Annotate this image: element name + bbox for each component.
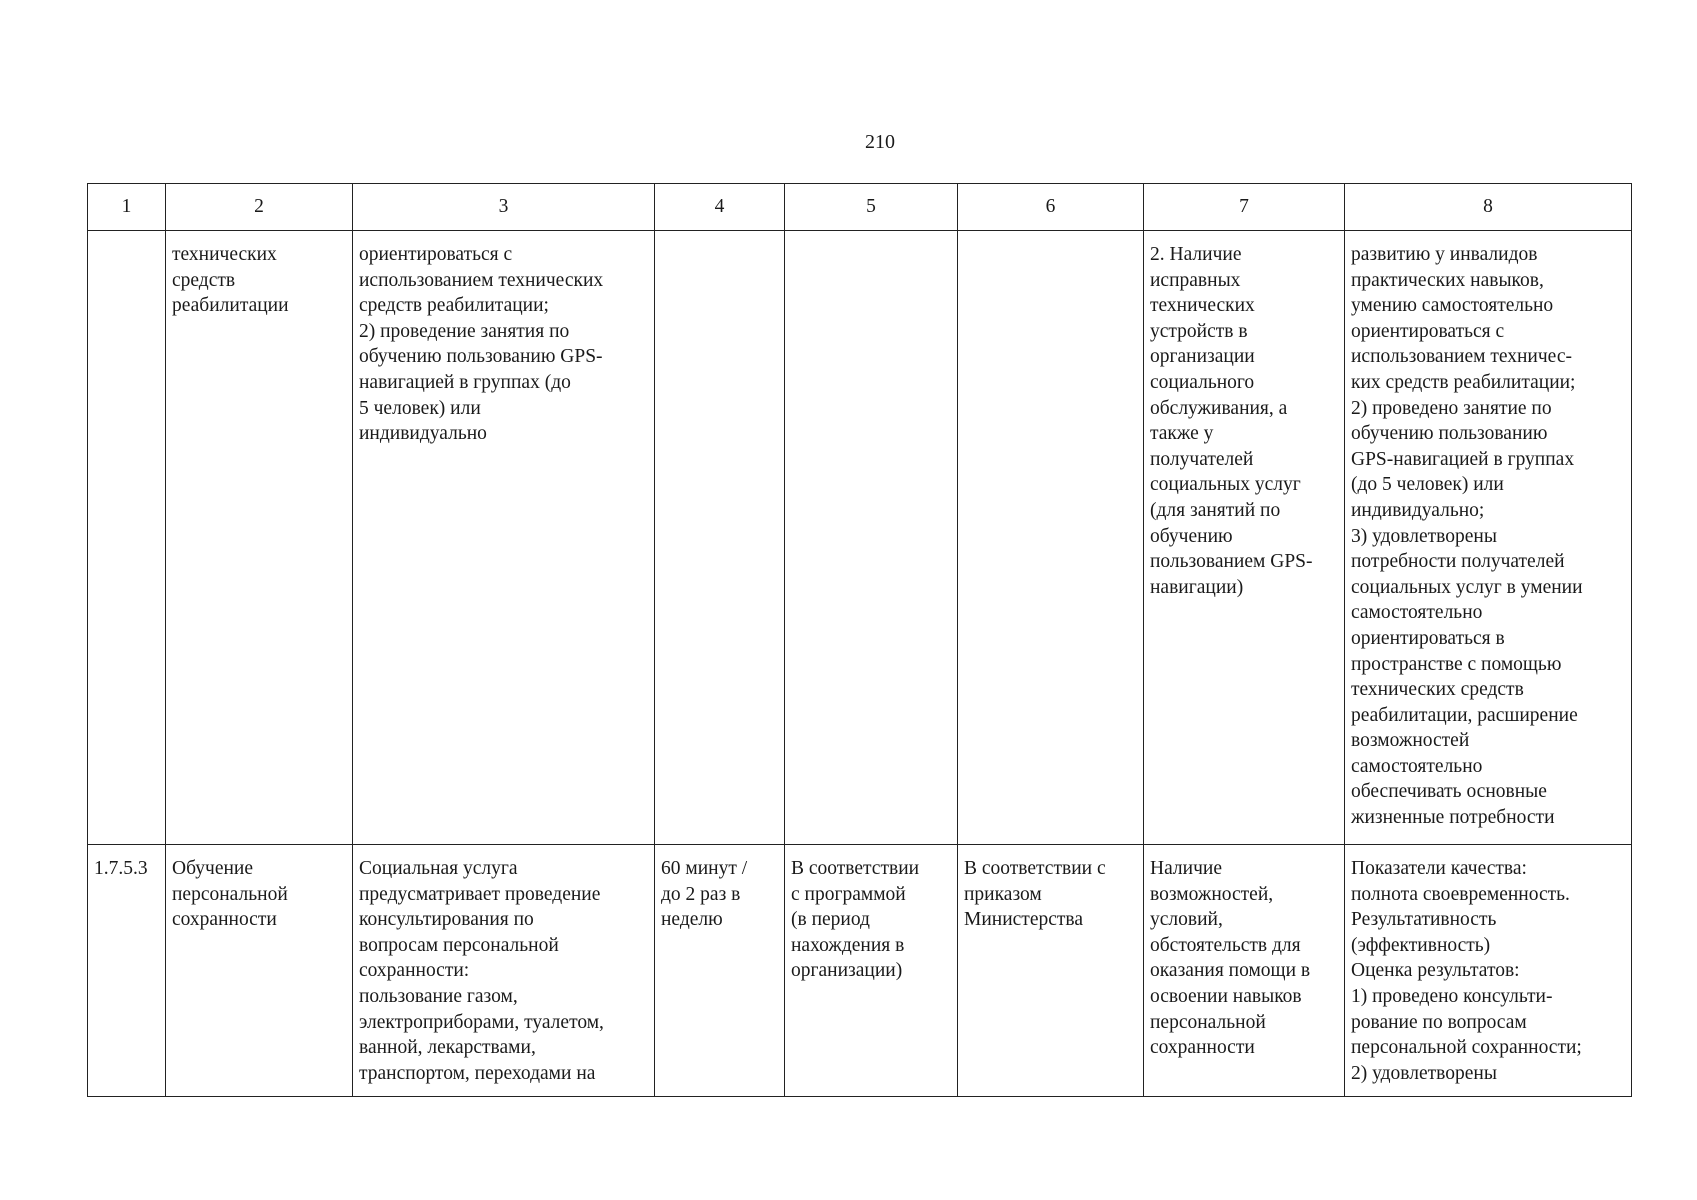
row-b-service-name-cell: Обучение персональной сохранности <box>166 845 353 1097</box>
row-b-cost-cell: В соответствии с приказом Министерства <box>958 845 1144 1097</box>
header-cell-1: 1 <box>88 184 166 231</box>
header-cell-7: 7 <box>1144 184 1345 231</box>
table-row <box>88 845 1632 1097</box>
row-b-number-cell: 1.7.5.3 <box>88 845 166 1097</box>
header-row <box>88 184 1632 231</box>
header-cell-8: 8 <box>1345 184 1632 231</box>
row-a-quality-cell: развитию у инвалидов практических навыков, умению самостоятельно ориентироваться с использованием техничес- ких средств реабилитации; 2) проведено занятие по обучению пользованию GPS-навигацией в группах (до 5 человек) или индивидуально; 3) удовлетворены потребности получателей социальных услуг в умении самостоятельно ориентироваться в пространстве с помощью технических средств реабилитации, расширение возможностей самостоятельно обеспечивать основные жизненные потребности <box>1345 231 1632 845</box>
services-table <box>87 183 1632 1097</box>
header-cell-6: 6 <box>958 184 1144 231</box>
row-a-cost-cell <box>958 231 1144 845</box>
header-cell-5: 5 <box>785 184 958 231</box>
row-a-duration-cell <box>655 231 785 845</box>
table-row <box>88 231 1632 845</box>
row-b-conditions-cell: Наличие возможностей, условий, обстоятельств для оказания помощи в освоении навыков персональной сохранности <box>1144 845 1345 1097</box>
row-b-terms-cell: В соответствии с программой (в период нахождения в организации) <box>785 845 958 1097</box>
row-a-terms-cell <box>785 231 958 845</box>
page-number: 210 <box>865 131 895 153</box>
header-cell-3: 3 <box>353 184 655 231</box>
row-a-conditions-cell: 2. Наличие исправных технических устройств в организации социального обслуживания, а также у получателей социальных услуг (для занятий по обучению пользованием GPS- навигации) <box>1144 231 1345 845</box>
row-a-number-cell <box>88 231 166 845</box>
row-b-quality-cell: Показатели качества: полнота своевременность. Результативность (эффективность) Оценка результатов: 1) проведено консульти- рование по вопросам персональной сохранности; 2) удовлетворены <box>1345 845 1632 1097</box>
row-a-description-cell: ориентироваться с использованием технических средств реабилитации; 2) проведение занятия по обучению пользованию GPS- навигацией в группах (до 5 человек) или индивидуально <box>353 231 655 845</box>
row-b-description-cell: Социальная услуга предусматривает проведение консультирования по вопросам персональной сохранности: пользование газом, электроприборами, туалетом, ванной, лекарствами, транспортом, переходами на <box>353 845 655 1097</box>
row-a-service-name-cell: технических средств реабилитации <box>166 231 353 845</box>
header-cell-2: 2 <box>166 184 353 231</box>
header-cell-4: 4 <box>655 184 785 231</box>
row-b-duration-cell: 60 минут / до 2 раз в неделю <box>655 845 785 1097</box>
